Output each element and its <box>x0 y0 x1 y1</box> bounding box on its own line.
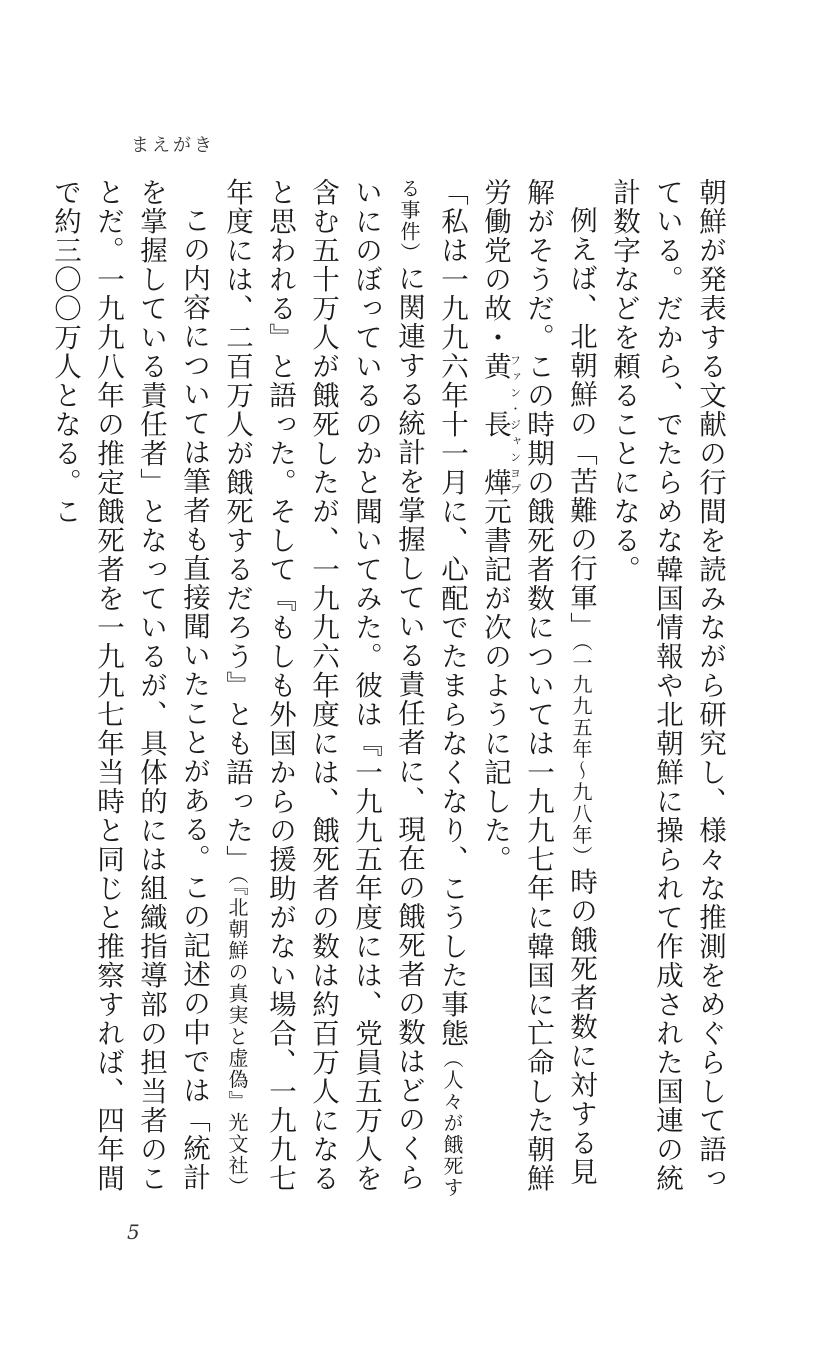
name-ruby <box>479 352 522 497</box>
vertical-body-text <box>49 178 731 1208</box>
page-number: 5 <box>127 1220 140 1244</box>
quote-paren: （人々が餓死する事件） <box>397 178 464 1199</box>
quote-source: （『北朝鮮の真実と虚偽』光文社） <box>225 874 249 1198</box>
paragraph-2-cont: 時の餓死者数に対する見解がそうだ。この時期の餓死者数については一九九七年に韓国に亡命した朝鮮労働党の故・ <box>479 178 597 1193</box>
paragraph-2-period: （一九九五年〜九八年） <box>569 640 593 867</box>
quote-lead: 「私は一九九六年十一月に、心配でたまらなくなり、こうした事態 <box>436 178 468 1048</box>
ruby-reading: ファン・ジャンヨプ <box>508 352 522 497</box>
section-header: まえがき <box>131 135 215 156</box>
paragraph-4: この内容については筆者も直接聞いたことがある。この記述の中では「統計を掌握している責任者」となっているが、具体的には組織指導部の担当者のことだ。一九九八年の推定餓死者を一九九七年当時と同じと推察すれば、四年間で約三〇〇万人となる。こ <box>49 178 210 1193</box>
paragraph-1: 朝鮮が発表する文献の行間を読みながら研究し、様々な推測をめぐらして語っている。だから、でたらめな韓国情報や北朝鮮に操られて作成された国連の統計数字などを頼ることになる。 <box>608 178 726 1193</box>
quote-cont: に関連する統計を掌握している責任者に、現在の餓死者の数はどのくらいにのぼっているのかと聞いてみた。彼は『一九九五年度には、党員五万人を含む五十万人が餓死したが、一九九六年度には、餓死者の数は約百万人になると思われる』と語った。そして『もしも外国からの援助がない場合、一九九七年度には、二百万人が餓死するだろう』とも語った」 <box>221 178 425 1193</box>
paragraph-2-end: 元書記が次のように記した。 <box>479 497 511 874</box>
paragraph-2-lead: 例えば、北朝鮮の「苦難の行軍」 <box>565 205 597 641</box>
ruby-base: 黄 長 燁 <box>479 352 511 497</box>
paragraph-3 <box>215 178 473 1208</box>
paragraph-2 <box>473 178 602 1208</box>
